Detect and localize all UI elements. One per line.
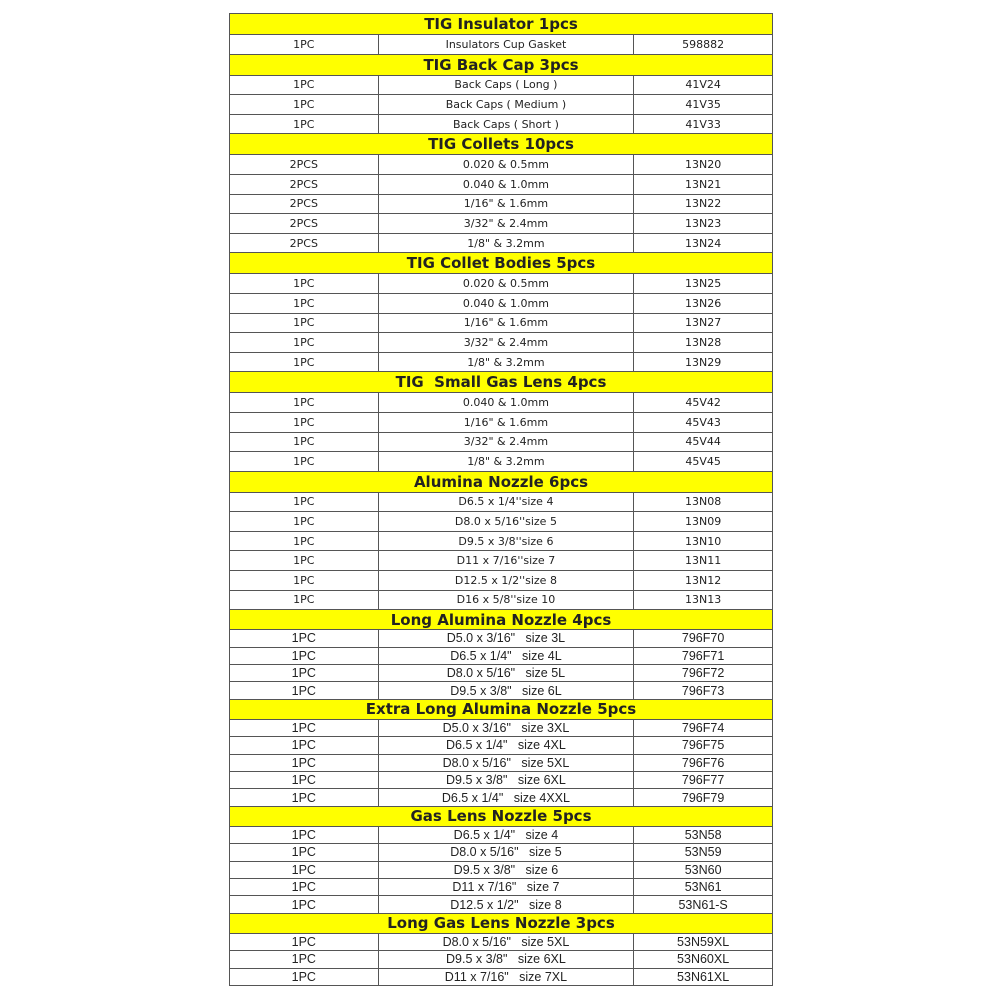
quantity-cell: 1PC — [230, 452, 379, 472]
part-number-cell: 13N29 — [634, 352, 773, 372]
section-8 — [230, 806, 773, 913]
description-cell: D9.5 x 3/8''size 6 — [378, 531, 634, 551]
description-cell: D11 x 7/16" size 7 — [378, 878, 634, 895]
quantity-cell: 1PC — [230, 114, 379, 134]
description-cell: D5.0 x 3/16" size 3L — [378, 630, 634, 647]
quantity-cell: 1PC — [230, 95, 379, 115]
section-title: TIG Collets 10pcs — [230, 134, 773, 155]
table-row — [230, 274, 773, 294]
part-number-cell: 796F79 — [634, 789, 773, 806]
quantity-cell: 1PC — [230, 771, 379, 788]
part-number-cell: 53N60XL — [634, 951, 773, 968]
part-number-cell: 53N59 — [634, 844, 773, 861]
section-title: TIG Insulator 1pcs — [230, 14, 773, 35]
description-cell: D12.5 x 1/2" size 8 — [378, 896, 634, 913]
quantity-cell: 1PC — [230, 933, 379, 950]
part-number-cell: 13N25 — [634, 274, 773, 294]
section-header — [230, 699, 773, 719]
description-cell: 3/32" & 2.4mm — [378, 214, 634, 234]
part-number-cell: 796F77 — [634, 771, 773, 788]
description-cell: D11 x 7/16" size 7XL — [378, 968, 634, 985]
table-row — [230, 551, 773, 571]
part-number-cell: 13N13 — [634, 590, 773, 610]
part-number-cell: 41V33 — [634, 114, 773, 134]
section-header — [230, 253, 773, 274]
table-row — [230, 452, 773, 472]
table-row — [230, 512, 773, 532]
part-number-cell: 796F72 — [634, 665, 773, 682]
quantity-cell: 1PC — [230, 630, 379, 647]
section-header — [230, 54, 773, 75]
table-row — [230, 412, 773, 432]
table-row — [230, 293, 773, 313]
section-header — [230, 610, 773, 630]
table-row — [230, 737, 773, 754]
table-row — [230, 35, 773, 55]
section-title: Alumina Nozzle 6pcs — [230, 471, 773, 492]
quantity-cell: 2PCS — [230, 194, 379, 214]
description-cell: D8.0 x 5/16" size 5XL — [378, 933, 634, 950]
quantity-cell: 2PCS — [230, 155, 379, 175]
table-row — [230, 771, 773, 788]
quantity-cell: 1PC — [230, 432, 379, 452]
description-cell: 0.040 & 1.0mm — [378, 174, 634, 194]
section-header — [230, 471, 773, 492]
section-title: TIG Small Gas Lens 4pcs — [230, 372, 773, 393]
quantity-cell: 1PC — [230, 590, 379, 610]
description-cell: D6.5 x 1/4" size 4XXL — [378, 789, 634, 806]
description-cell: 3/32" & 2.4mm — [378, 333, 634, 353]
table-row — [230, 590, 773, 610]
part-number-cell: 796F73 — [634, 682, 773, 699]
part-number-cell: 13N12 — [634, 571, 773, 591]
description-cell: 0.040 & 1.0mm — [378, 393, 634, 413]
quantity-cell: 1PC — [230, 951, 379, 968]
part-number-cell: 45V43 — [634, 412, 773, 432]
description-cell: 0.040 & 1.0mm — [378, 293, 634, 313]
section-title: Long Gas Lens Nozzle 3pcs — [230, 913, 773, 933]
part-number-cell: 796F70 — [634, 630, 773, 647]
table-row — [230, 333, 773, 353]
description-cell: Back Caps ( Medium ) — [378, 95, 634, 115]
quantity-cell: 1PC — [230, 826, 379, 843]
table-row — [230, 933, 773, 950]
table-row — [230, 896, 773, 913]
section-header — [230, 134, 773, 155]
quantity-cell: 1PC — [230, 665, 379, 682]
quantity-cell: 1PC — [230, 35, 379, 55]
table-row — [230, 313, 773, 333]
part-number-cell: 598882 — [634, 35, 773, 55]
part-number-cell: 13N21 — [634, 174, 773, 194]
table-row — [230, 492, 773, 512]
part-number-cell: 41V24 — [634, 75, 773, 95]
section-header — [230, 14, 773, 35]
description-cell: 1/16" & 1.6mm — [378, 313, 634, 333]
table-row — [230, 114, 773, 134]
quantity-cell: 1PC — [230, 682, 379, 699]
quantity-cell: 1PC — [230, 571, 379, 591]
table-row — [230, 647, 773, 664]
quantity-cell: 1PC — [230, 274, 379, 294]
description-cell: 0.020 & 0.5mm — [378, 274, 634, 294]
table-row — [230, 665, 773, 682]
part-number-cell: 796F71 — [634, 647, 773, 664]
table-row — [230, 352, 773, 372]
table-row — [230, 682, 773, 699]
description-cell: D6.5 x 1/4" size 4 — [378, 826, 634, 843]
description-cell: D8.0 x 5/16" size 5XL — [378, 754, 634, 771]
description-cell: D8.0 x 5/16" size 5 — [378, 844, 634, 861]
quantity-cell: 1PC — [230, 512, 379, 532]
description-cell: D6.5 x 1/4" size 4XL — [378, 737, 634, 754]
part-number-cell: 45V42 — [634, 393, 773, 413]
section-title: Extra Long Alumina Nozzle 5pcs — [230, 699, 773, 719]
section-title: TIG Back Cap 3pcs — [230, 54, 773, 75]
quantity-cell: 1PC — [230, 551, 379, 571]
section-3 — [230, 253, 773, 372]
quantity-cell: 1PC — [230, 293, 379, 313]
table-row — [230, 719, 773, 736]
description-cell: 1/8" & 3.2mm — [378, 352, 634, 372]
section-header — [230, 806, 773, 826]
quantity-cell: 1PC — [230, 393, 379, 413]
quantity-cell: 1PC — [230, 352, 379, 372]
part-number-cell: 13N24 — [634, 233, 773, 253]
table-row — [230, 861, 773, 878]
description-cell: D9.5 x 3/8" size 6XL — [378, 771, 634, 788]
description-cell: D9.5 x 3/8" size 6XL — [378, 951, 634, 968]
table-row — [230, 878, 773, 895]
quantity-cell: 1PC — [230, 896, 379, 913]
description-cell: D11 x 7/16''size 7 — [378, 551, 634, 571]
quantity-cell: 2PCS — [230, 174, 379, 194]
part-number-cell: 45V45 — [634, 452, 773, 472]
description-cell: Insulators Cup Gasket — [378, 35, 634, 55]
table-row — [230, 951, 773, 968]
section-0 — [230, 14, 773, 55]
table-row — [230, 174, 773, 194]
table-row — [230, 95, 773, 115]
part-number-cell: 45V44 — [634, 432, 773, 452]
section-header — [230, 372, 773, 393]
part-number-cell: 796F75 — [634, 737, 773, 754]
section-title: Gas Lens Nozzle 5pcs — [230, 806, 773, 826]
part-number-cell: 53N60 — [634, 861, 773, 878]
table-row — [230, 214, 773, 234]
quantity-cell: 1PC — [230, 75, 379, 95]
quantity-cell: 2PCS — [230, 214, 379, 234]
part-number-cell: 53N58 — [634, 826, 773, 843]
quantity-cell: 1PC — [230, 878, 379, 895]
quantity-cell: 1PC — [230, 333, 379, 353]
description-cell: D9.5 x 3/8" size 6 — [378, 861, 634, 878]
quantity-cell: 1PC — [230, 737, 379, 754]
table-row — [230, 844, 773, 861]
table-row — [230, 194, 773, 214]
description-cell: D8.0 x 5/16" size 5L — [378, 665, 634, 682]
part-number-cell: 53N61 — [634, 878, 773, 895]
description-cell: 1/16" & 1.6mm — [378, 412, 634, 432]
description-cell: Back Caps ( Long ) — [378, 75, 634, 95]
description-cell: D6.5 x 1/4" size 4L — [378, 647, 634, 664]
quantity-cell: 1PC — [230, 313, 379, 333]
description-cell: Back Caps ( Short ) — [378, 114, 634, 134]
table-row — [230, 155, 773, 175]
table-row — [230, 75, 773, 95]
description-cell: D6.5 x 1/4''size 4 — [378, 492, 634, 512]
table-row — [230, 432, 773, 452]
table-row — [230, 826, 773, 843]
quantity-cell: 1PC — [230, 861, 379, 878]
description-cell: D9.5 x 3/8" size 6L — [378, 682, 634, 699]
quantity-cell: 1PC — [230, 754, 379, 771]
part-number-cell: 53N61-S — [634, 896, 773, 913]
section-6 — [230, 610, 773, 700]
part-number-cell: 53N61XL — [634, 968, 773, 985]
part-number-cell: 13N26 — [634, 293, 773, 313]
table-row — [230, 571, 773, 591]
parts-table — [229, 13, 773, 986]
section-9 — [230, 913, 773, 985]
section-5 — [230, 471, 773, 610]
description-cell: D5.0 x 3/16" size 3XL — [378, 719, 634, 736]
section-header — [230, 913, 773, 933]
description-cell: 1/8" & 3.2mm — [378, 233, 634, 253]
description-cell: D16 x 5/8''size 10 — [378, 590, 634, 610]
description-cell: 3/32" & 2.4mm — [378, 432, 634, 452]
quantity-cell: 1PC — [230, 968, 379, 985]
description-cell: D8.0 x 5/16''size 5 — [378, 512, 634, 532]
description-cell: 1/16" & 1.6mm — [378, 194, 634, 214]
part-number-cell: 13N08 — [634, 492, 773, 512]
part-number-cell: 13N09 — [634, 512, 773, 532]
quantity-cell: 2PCS — [230, 233, 379, 253]
quantity-cell: 1PC — [230, 647, 379, 664]
part-number-cell: 13N10 — [634, 531, 773, 551]
part-number-cell: 53N59XL — [634, 933, 773, 950]
section-title: Long Alumina Nozzle 4pcs — [230, 610, 773, 630]
table-row — [230, 393, 773, 413]
table-row — [230, 630, 773, 647]
quantity-cell: 1PC — [230, 412, 379, 432]
table-row — [230, 754, 773, 771]
quantity-cell: 1PC — [230, 531, 379, 551]
section-2 — [230, 134, 773, 253]
description-cell: 0.020 & 0.5mm — [378, 155, 634, 175]
table-row — [230, 968, 773, 985]
part-number-cell: 13N11 — [634, 551, 773, 571]
quantity-cell: 1PC — [230, 492, 379, 512]
part-number-cell: 796F74 — [634, 719, 773, 736]
table-row — [230, 531, 773, 551]
section-4 — [230, 372, 773, 471]
part-number-cell: 41V35 — [634, 95, 773, 115]
quantity-cell: 1PC — [230, 719, 379, 736]
part-number-cell: 13N28 — [634, 333, 773, 353]
quantity-cell: 1PC — [230, 844, 379, 861]
table-row — [230, 233, 773, 253]
section-1 — [230, 54, 773, 134]
part-number-cell: 13N23 — [634, 214, 773, 234]
part-number-cell: 13N20 — [634, 155, 773, 175]
part-number-cell: 796F76 — [634, 754, 773, 771]
quantity-cell: 1PC — [230, 789, 379, 806]
part-number-cell: 13N27 — [634, 313, 773, 333]
description-cell: 1/8" & 3.2mm — [378, 452, 634, 472]
description-cell: D12.5 x 1/2''size 8 — [378, 571, 634, 591]
section-title: TIG Collet Bodies 5pcs — [230, 253, 773, 274]
section-7 — [230, 699, 773, 806]
table-row — [230, 789, 773, 806]
part-number-cell: 13N22 — [634, 194, 773, 214]
